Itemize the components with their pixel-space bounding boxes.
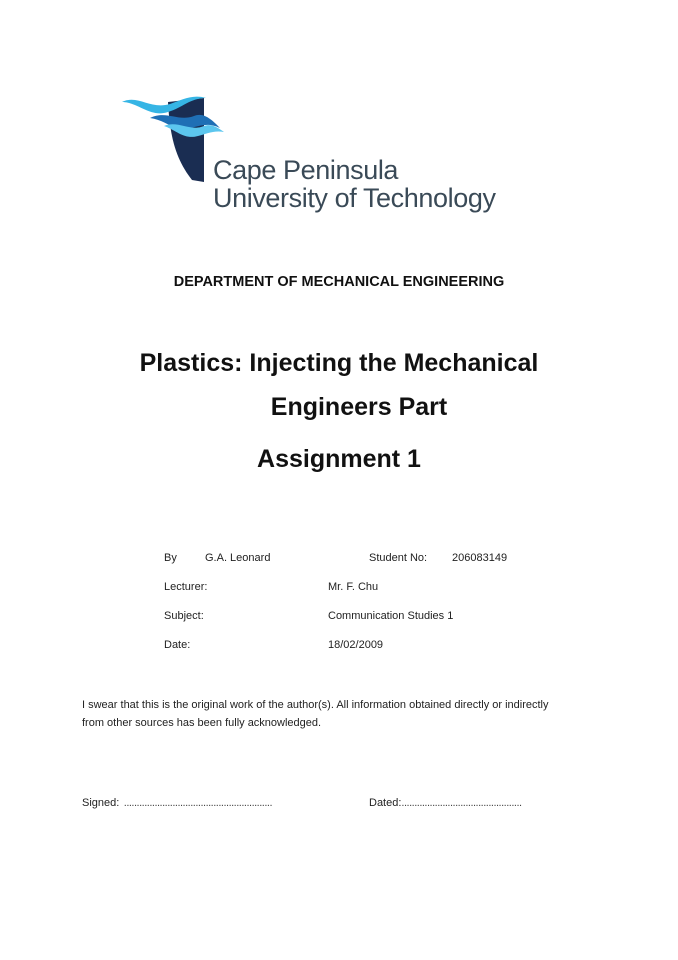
declaration-line1: I swear that this is the original work of the author(s). All information obtained directly or indirectly [82,699,549,711]
by-label: By [164,552,177,564]
signed-line: .......................................................... [123,797,273,809]
lecturer-label: Lecturer: [164,581,208,593]
logo-shield-shape [168,98,204,182]
lecturer-name: Mr. F. Chu [328,581,379,593]
date-value: 18/02/2009 [328,639,384,651]
subject-value: Communication Studies 1 [328,610,454,622]
title-line1: Plastics: Injecting the Mechanical [139,349,539,377]
student-number: 206083149 [452,552,508,564]
student-number-label: Student No: [369,552,428,564]
dated-line: ............................................... [401,797,522,809]
declaration-line2: from other sources has been fully acknowledged. [82,717,322,729]
title-line2: Engineers Part [270,393,448,421]
subject-label: Subject: [164,610,204,622]
dated-label: Dated: [369,797,402,809]
declaration [82,696,602,732]
author-name: G.A. Leonard [205,552,271,564]
logo-text-line1: Cape Peninsula [213,155,399,185]
assignment-heading: Assignment 1 [257,445,421,473]
signed-row [82,793,272,811]
logo-text-line2: University of Technology [213,183,496,213]
department-heading: DEPARTMENT OF MECHANICAL ENGINEERING [173,274,505,290]
dated-row [369,793,522,811]
date-label: Date: [164,639,191,651]
signed-label: Signed: [82,797,120,809]
